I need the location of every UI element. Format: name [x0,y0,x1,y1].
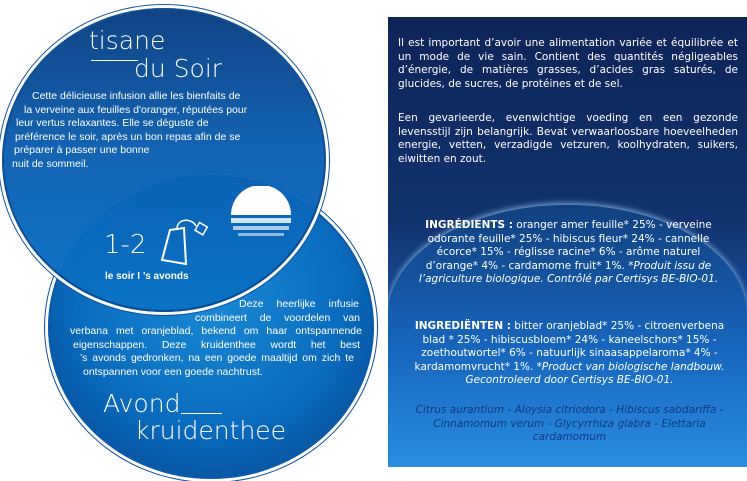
description-line: préparer à passer une bonne [14,144,150,156]
nl-description [70,298,362,379]
description-line: combineert de voordelen van [195,311,360,324]
fr-organic-note: *Produit issu de l’agriculture biologique. Contrôlé par Certisys BE-BIO-01. [418,259,719,286]
description-line: Deze heerlijke infusie [239,298,359,310]
nl-ingredients-label: INGREDIËNTEN : [414,320,511,332]
fr-title-tisane: tisane [89,26,166,55]
fr-nutrition-notice: Il est important d’avoir une alimentation variée et équilibrée et un mode de vie sain. Contient des quantités négligeables d’énergie, de matières grasses, d’acides gras saturés, de glucides, de sucres, de protéines et de sel. [398,37,738,90]
description-line: Cette délicieuse infusion allie les bienfaits de [32,90,241,102]
description-line: eigenschappen. Deze kruidenthee wordt het best [73,338,360,351]
description-line: leur vertus relaxantes. Elle se déguste de [16,117,209,129]
fr-description [12,90,306,171]
description-line: préférence le soir, après un bon repas afin de se [15,130,241,143]
nl-title-avond: Avond [103,389,181,418]
dosage-timing: le soir I ’s avonds [105,271,189,282]
nl-ingredients [402,320,737,388]
fr-ingredients-label: INGRÉDIENTS : [425,219,513,231]
fr-title-du-soir: du Soir [134,54,223,83]
info-panel [388,17,747,467]
description-line: ontspannen voor een goede nachtrust. [83,365,263,378]
title-rule [181,413,222,414]
dosage-count: 1-2 [104,230,147,260]
nl-ingredients-text: bitter oranjeblad* 25% - citroenverbena blad * 25% - hibiscusbloem* 24% - kaneelschors* 15% - zoethoutwortel* 6% - natuurlijk sinaasappelaroma* 4% - kardamomvrucht* 1%. [414,320,725,373]
sunset-icon [230,186,292,248]
description-line: verbana met oranjeblad, bekend om haar ontspannende [70,325,362,337]
fr-ingredients-text: oranger amer feuille* 25% - verveine odorante feuille* 25% - hibiscus fleur* 24% - cannelle écorce* 15% - réglisse racine* 6% - arôme naturel d’orange* 4% - cardamome fruit* 1%. [425,219,712,272]
description-line: nuit de sommeil. [12,157,89,170]
description-line: ’s avonds gedronken, na een goede maaltijd om zich te [80,352,354,364]
nl-title-kruidenthee: kruidenthee [135,416,287,445]
fr-ingredients [416,219,721,287]
latin-names: Citrus aurantium - Aloysia citriodora - Hibiscus sabdariffa - Cinnamomum verum - Glycyrrhiza glabra - Elettaria cardamomum [415,404,724,444]
tea-bag-icon [156,216,216,266]
title-rule [91,60,138,61]
nl-nutrition-notice: Een gevarieerde, evenwichtige voeding en een gezonde levensstijl zijn belangrijk. Bevat verwaarloosbare hoeveelheden energie, vetten, verzadigde vetzuren, koolhydraten, suikers, eiwitten en zout. [398,112,738,165]
nl-organic-note: *Product van biologische landbouw. Gecontroleerd door Certisys BE-BIO-01. [465,360,725,387]
description-line: la verveine aux feuilles d'oranger, réputées pour [24,103,248,116]
